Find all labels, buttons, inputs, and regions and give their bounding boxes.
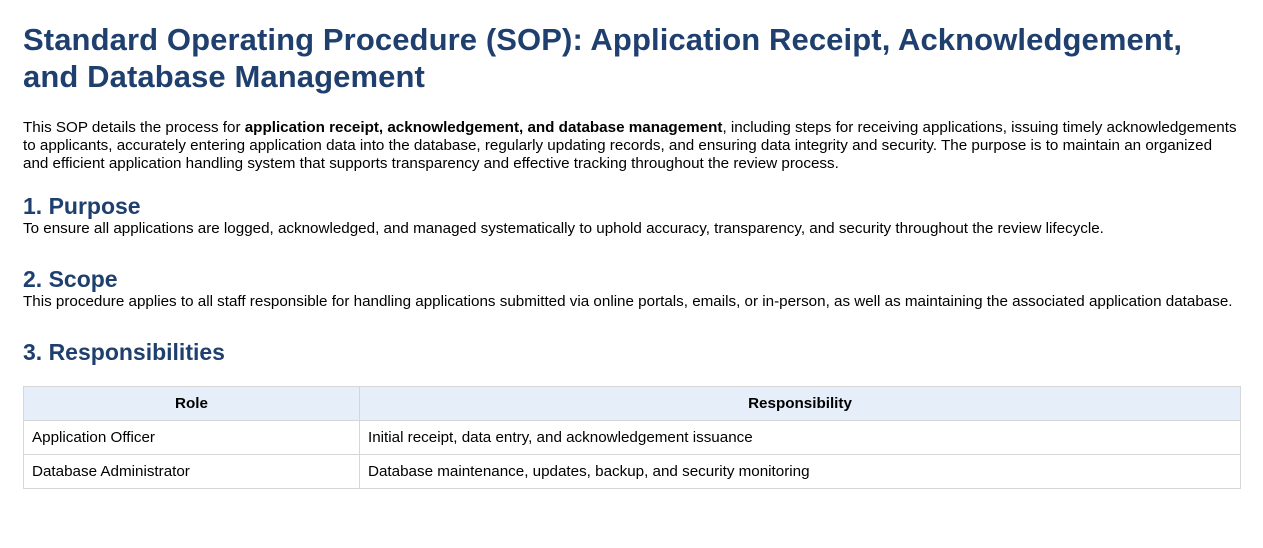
header-responsibility: Responsibility bbox=[360, 387, 1241, 421]
cell-responsibility: Initial receipt, data entry, and acknowledgement issuance bbox=[360, 421, 1241, 455]
intro-paragraph bbox=[23, 119, 1241, 173]
cell-role: Application Officer bbox=[24, 421, 360, 455]
responsibilities-heading: 3. Responsibilities bbox=[23, 339, 225, 365]
purpose-heading: 1. Purpose bbox=[23, 193, 141, 219]
header-role: Role bbox=[24, 387, 360, 421]
table-header-row bbox=[24, 387, 1241, 421]
intro-bold-phrase: application receipt, acknowledgement, and database management bbox=[244, 119, 723, 136]
table-row bbox=[24, 455, 1241, 489]
purpose-text: To ensure all applications are logged, acknowledged, and managed systematically to uphold accuracy, transparency, and security throughout the review lifecycle. bbox=[23, 220, 1104, 237]
table-row bbox=[24, 421, 1241, 455]
scope-text: This procedure applies to all staff responsible for handling applications submitted via online portals, emails, or in-person, as well as maintaining the associated application database. bbox=[23, 293, 1233, 310]
intro-suffix: , including steps for receiving applications, issuing timely acknowledgements to applicants, accurately entering application data into the database, regularly updating records, and ensuring data integrity and security. The purpose is to maintain an organized and efficient application handling system that supports transparency and effective tracking throughout the review process. bbox=[23, 119, 1237, 172]
responsibilities-table bbox=[23, 386, 1241, 489]
scope-heading: 2. Scope bbox=[23, 266, 118, 292]
intro-prefix: This SOP details the process for bbox=[23, 119, 245, 136]
cell-responsibility: Database maintenance, updates, backup, and security monitoring bbox=[360, 455, 1241, 489]
page-title: Standard Operating Procedure (SOP): Application Receipt, Acknowledgement, and Database Management bbox=[23, 22, 1183, 94]
cell-role: Database Administrator bbox=[24, 455, 360, 489]
